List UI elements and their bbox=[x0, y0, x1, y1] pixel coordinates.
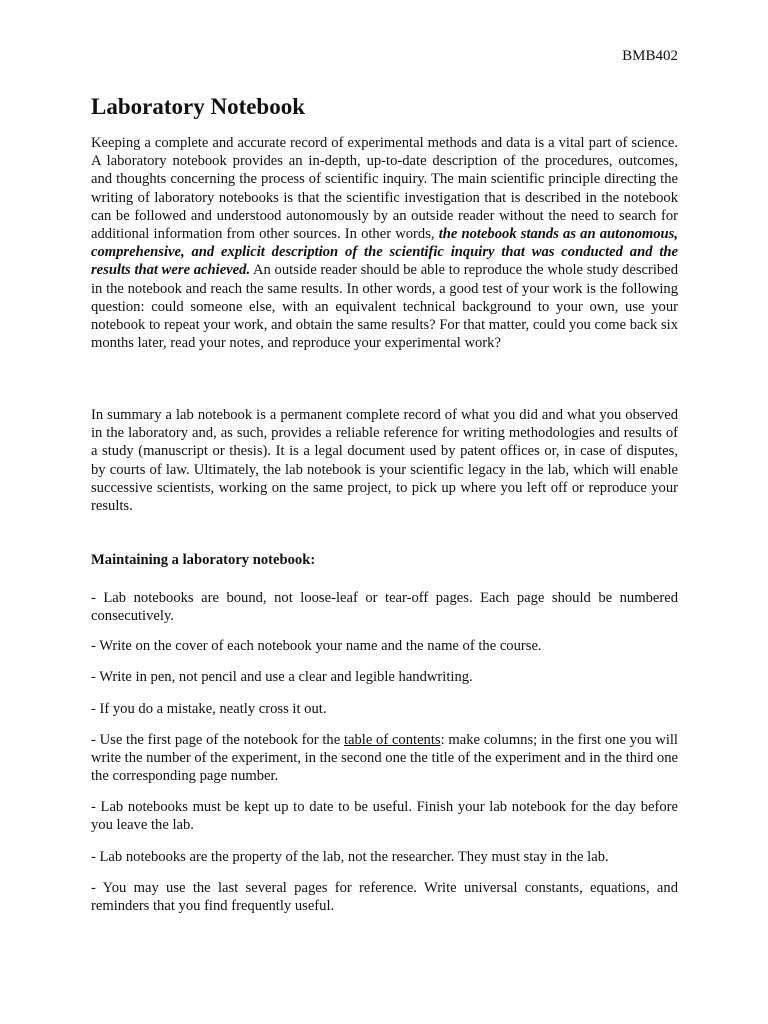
guideline-reference-pages: - You may use the last several pages for reference. Write universal constants, equations, and reminders that you find frequently useful. bbox=[91, 880, 678, 915]
course-code: BMB402 bbox=[622, 48, 678, 64]
intro-paragraph-1 bbox=[91, 134, 678, 352]
guideline-bound-pages: - Lab notebooks are bound, not loose-leaf or tear-off pages. Each page should be numbered consecutively. bbox=[91, 590, 678, 625]
table-of-contents-link[interactable]: table of contents bbox=[343, 732, 441, 748]
page-title: Laboratory Notebook bbox=[91, 94, 306, 119]
guideline-cover-name: - Write on the cover of each notebook your name and the name of the course. bbox=[91, 638, 542, 654]
section-heading-maintaining: Maintaining a laboratory notebook: bbox=[91, 552, 316, 568]
toc-text-start: - Use the first page of the notebook for the bbox=[91, 732, 344, 748]
intro-paragraph-2: In summary a lab notebook is a permanent complete record of what you did and what you observed in the laboratory and, as such, provides a reliable reference for writing methodologies and results of a study (manuscript or thesis). It is a legal document used by patent offices or, in case of disputes, by courts of law. Ultimately, the lab notebook is your scientific legacy in the lab, which will enable successive scientists, working on the same project, to pick up where you left off or reproduce your results. bbox=[91, 407, 678, 515]
intro-text-start: Keeping a complete and accurate record of experimental methods and data is a vital part of science. A laboratory notebook provides an in-depth, up-to-date description of the procedures, outcomes, and thoughts concerning the process of scientific inquiry. The main scientific principle directing the writing of laboratory notebooks is that the scientific investigation that is described in the notebook can be followed and understood autonomously by an outside reader without the need to search for additional information from other sources. In other words, bbox=[91, 135, 678, 243]
guideline-pen: - Write in pen, not pencil and use a clear and legible handwriting. bbox=[91, 669, 473, 685]
guideline-mistakes: - If you do a mistake, neatly cross it out. bbox=[91, 701, 327, 717]
intro-text-end: An outside reader should be able to reproduce the whole study described in the notebook and reach the same results. In other words, a good test of your work is the following question: could someone else, with an equivalent technical background to your own, use your notebook to repeat your work, and obtain the same results? For that matter, could you come back six months later, read your notes, and reproduce your experimental work? bbox=[91, 262, 678, 352]
guideline-up-to-date: - Lab notebooks must be kept up to date to be useful. Finish your lab notebook for the day before you leave the lab. bbox=[91, 799, 678, 834]
guideline-property: - Lab notebooks are the property of the lab, not the researcher. They must stay in the lab. bbox=[91, 849, 609, 865]
guideline-table-of-contents bbox=[91, 731, 678, 786]
intro-emphasis: the notebook stands as an autonomous, comprehensive, and explicit description of the scientific inquiry that was conducted and the results that were achieved. bbox=[91, 226, 678, 279]
toc-text-end: : make columns; in the first one you will write the number of the experiment, in the second one the title of the experiment and in the third one the corresponding page number. bbox=[91, 732, 678, 785]
